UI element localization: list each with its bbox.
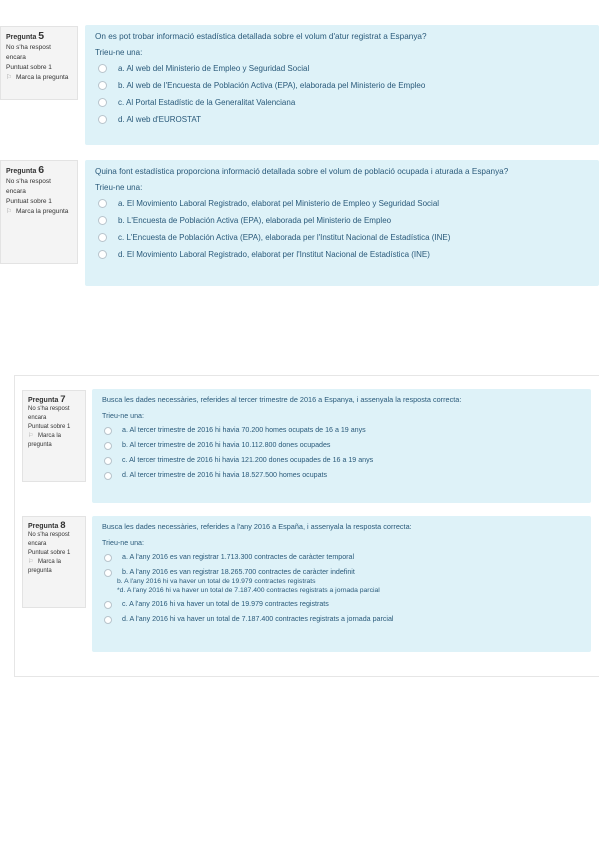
radio-button[interactable]: [98, 233, 107, 242]
flag-question-link[interactable]: ⚐ Marca la pregunta: [28, 559, 62, 574]
flag-icon: ⚐: [28, 559, 34, 565]
question-status: No s'ha respost encara: [6, 178, 51, 195]
answer-option-c[interactable]: c. Al tercer trimestre de 2016 hi havia 121.200 dones ocupades de 16 a 19 anys: [102, 453, 581, 468]
question-text: Busca les dades necessàries, referides a l'any 2016 a España, i assenyala la resposta correcta:: [102, 522, 412, 531]
radio-button[interactable]: [98, 250, 107, 259]
answer-option-c[interactable]: c. Al Portal Estadístic de la Generalitat Valenciana: [95, 94, 589, 111]
note-line: *d. A l'any 2016 hi va haver un total de 7.187.400 contractes registrats a jornada parcial: [117, 586, 380, 594]
question-number: Pregunta 8: [28, 520, 66, 531]
radio-button[interactable]: [98, 64, 107, 73]
question-points: Puntuat sobre 1: [28, 424, 71, 430]
answer-prompt: Trieu-ne una:: [95, 48, 143, 57]
question-content: [92, 516, 591, 652]
answer-option-d[interactable]: d. A l'any 2016 hi va haver un total de 7.187.400 contractes registrats a jornada parcial: [102, 612, 581, 627]
answer-option-b[interactable]: b. Al web de l'Encuesta de Población Activa (EPA), elaborada pel Ministerio de Empleo: [95, 77, 589, 94]
answer-option-c[interactable]: c. L'Encuesta de Población Activa (EPA), elaborada per l'Institut Nacional de Estadística (INE): [95, 229, 589, 246]
question-number: Pregunta 7: [28, 394, 66, 405]
quiz-screenshot-1: [0, 0, 599, 296]
question-5: [0, 0, 599, 150]
note-line: b. A l'any 2016 hi va haver un total de 19.979 contractes registrats: [117, 578, 316, 585]
question-7: [15, 376, 599, 506]
answer-option-a[interactable]: a. Al web del Ministerio de Empleo y Seguridad Social: [95, 60, 589, 77]
question-text: On es pot trobar informació estadística detallada sobre el volum d'atur registrat a Espanya?: [95, 32, 427, 41]
question-text: Quina font estadística proporciona informació detallada sobre el volum de població ocupada i aturada a Espanya?: [95, 167, 509, 176]
question-status: No s'ha respost encara: [6, 44, 51, 61]
question-points: Puntuat sobre 1: [6, 64, 52, 71]
answer-option-d[interactable]: d. Al web d'EUROSTAT: [95, 111, 589, 128]
answer-option-c[interactable]: c. A l'any 2016 hi va haver un total de 19.979 contractes registrats: [102, 597, 581, 612]
radio-button[interactable]: [98, 216, 107, 225]
answer-option-a[interactable]: a. A l'any 2016 es van registrar 1.713.300 contractes de caràcter temporal: [102, 550, 581, 565]
question-8: [15, 516, 599, 666]
answer-prompt: Trieu-ne una:: [102, 412, 144, 420]
question-points: Puntuat sobre 1: [28, 550, 71, 556]
radio-button[interactable]: [98, 98, 107, 107]
radio-button[interactable]: [98, 199, 107, 208]
question-info: [0, 160, 78, 264]
answer-prompt: Trieu-ne una:: [102, 539, 144, 547]
question-number: Pregunta 5: [6, 30, 45, 42]
flag-icon: ⚐: [6, 74, 12, 81]
flag-question-link[interactable]: ⚐ Marca la pregunta: [6, 74, 69, 81]
question-6: [0, 160, 599, 290]
question-points: Puntuat sobre 1: [6, 198, 52, 205]
radio-button[interactable]: [104, 569, 112, 577]
answer-prompt: Trieu-ne una:: [95, 183, 143, 192]
radio-button[interactable]: [104, 472, 112, 480]
question-content: [92, 389, 591, 503]
answer-option-b[interactable]: b. A l'any 2016 es van registrar 18.265.700 contractes de caràcter indefinit: [102, 565, 581, 580]
answer-option-b[interactable]: b. L'Encuesta de Población Activa (EPA), elaborada pel Ministerio de Empleo: [95, 212, 589, 229]
answer-option-a[interactable]: a. Al tercer trimestre de 2016 hi havia 70.200 homes ocupats de 16 a 19 anys: [102, 423, 581, 438]
flag-icon: ⚐: [28, 433, 34, 439]
radio-button[interactable]: [104, 554, 112, 562]
question-info: [0, 26, 78, 100]
flag-icon: ⚐: [6, 208, 12, 215]
answer-option-d[interactable]: d. El Movimiento Laboral Registrado, elaborat per l'Institut Nacional de Estadística (INE): [95, 246, 589, 263]
radio-button[interactable]: [104, 616, 112, 624]
radio-button[interactable]: [104, 427, 112, 435]
question-info: [22, 516, 86, 608]
answer-option-a[interactable]: a. El Movimiento Laboral Registrado, elaborat pel Ministerio de Empleo y Seguridad Social: [95, 195, 589, 212]
answer-option-d[interactable]: d. Al tercer trimestre de 2016 hi havia 18.527.500 homes ocupats: [102, 468, 581, 483]
quiz-screenshot-2: [14, 375, 599, 677]
radio-button[interactable]: [104, 457, 112, 465]
question-status: No s'ha respost encara: [28, 406, 70, 421]
question-status: No s'ha respost encara: [28, 532, 70, 547]
radio-button[interactable]: [98, 115, 107, 124]
radio-button[interactable]: [104, 601, 112, 609]
flag-question-link[interactable]: ⚐ Marca la pregunta: [28, 433, 62, 448]
radio-button[interactable]: [104, 442, 112, 450]
question-number: Pregunta 6: [6, 164, 45, 176]
question-info: [22, 390, 86, 482]
pasted-notes: [102, 578, 581, 595]
radio-button[interactable]: [98, 81, 107, 90]
answer-option-b[interactable]: b. Al tercer trimestre de 2016 hi havia 10.112.800 dones ocupades: [102, 438, 581, 453]
question-content: [85, 160, 599, 286]
flag-question-link[interactable]: ⚐ Marca la pregunta: [6, 208, 69, 215]
question-text: Busca les dades necessàries, referides al tercer trimestre de 2016 a Espanya, i assenyala la resposta correcta:: [102, 395, 462, 404]
question-content: [85, 25, 599, 145]
